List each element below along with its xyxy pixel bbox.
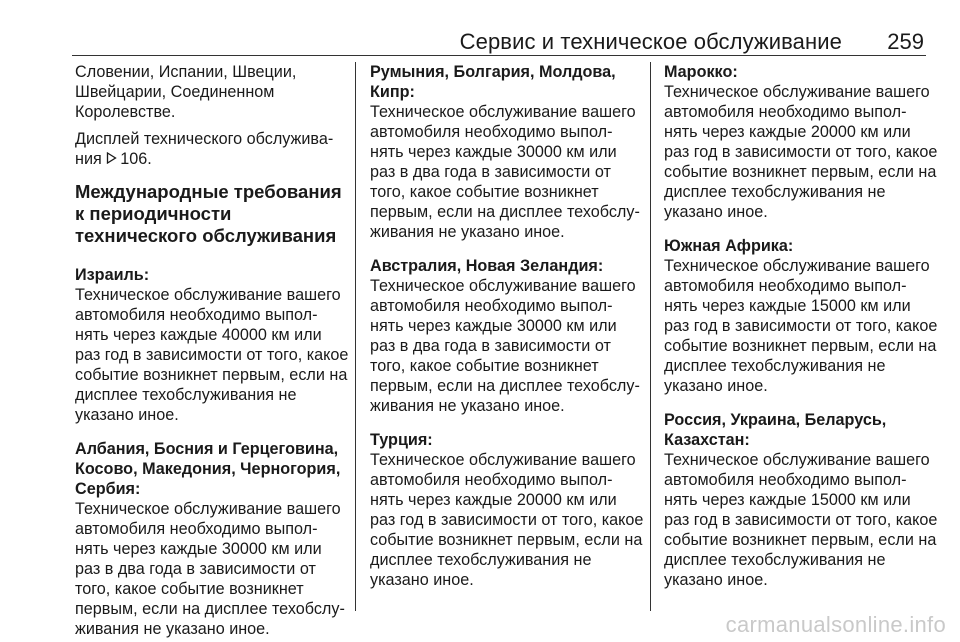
region-title-south-africa: Южная Африка: [664,237,794,255]
page-number: 259 [887,29,924,54]
column-divider [650,62,651,611]
display-reference [75,129,349,169]
region-body-south-africa: Техническое обслуживание вашего автомобиля необходимо выпол‐нять через каждые 15000 км или раз год в зависимости от того, какое событие возникнет первым, если на дисплее техобслуживания не указано иное. [664,257,938,395]
region-body-romania: Техническое обслуживание вашего автомобиля необходимо выпол‐нять через каждые 30000 км или раз в два года в зависимости от того, какое событие возникнет первым, если на дисплее техобслу‐живания не указано иное. [370,103,640,241]
region-title-russia: Россия, Украина, Беларусь, Казахстан: [664,411,887,449]
column-divider [355,62,356,611]
region-body-balkans: Техническое обслуживание вашего автомобиля необходимо выпол‐нять через каждые 30000 км или раз в два года в зависимости от того, какое событие возникнет первым, если на дисплее техобслу‐живания не указано иное. [75,500,345,638]
region-body-australia: Техническое обслуживание вашего автомобиля необходимо выпол‐нять через каждые 30000 км или раз в два года в зависимости от того, какое событие возникнет первым, если на дисплее техобслу‐живания не указано иное. [370,277,640,415]
column-1 [75,62,349,639]
section-title: Сервис и техническое обслуживание [459,29,842,54]
intro-text: Словении, Испании, Швеции, Швейцарии, Соединенном Королевстве. [75,63,297,121]
display-reference-text: Дисплей технического обслужива‐ния [75,130,334,168]
region-body-morocco: Техническое обслуживание вашего автомобиля необходимо выпол‐нять через каждые 20000 км или раз год в зависимости от того, какое событие возникнет первым, если на дисплее техобслуживания не указано иное. [664,83,938,221]
region-title-balkans: Албания, Босния и Герцеговина, Косово, Македония, Черногория, Сербия: [75,440,341,498]
display-reference-page[interactable]: 106. [120,150,152,168]
column-3 [664,62,938,590]
region-title-turkey: Турция: [370,431,433,449]
region-body-israel: Техническое обслуживание вашего автомобиля необходимо выпол‐нять через каждые 40000 км или раз год в зависимости от того, какое событие возникнет первым, если на дисплее техобслуживания не указано иное. [75,286,349,424]
section-heading: Международные требования к периодичности технического обслуживания [75,181,342,246]
region-title-morocco: Марокко: [664,63,738,81]
page-header [0,0,960,60]
header-rule [72,55,926,56]
region-title-australia: Австралия, Новая Зеландия: [370,257,604,275]
region-title-romania: Румыния, Болгария, Молдова, Кипр: [370,63,616,101]
region-title-israel: Израиль: [75,266,150,284]
arrow-reference-icon[interactable] [106,149,118,169]
region-body-russia: Техническое обслуживание вашего автомобиля необходимо выпол‐нять через каждые 15000 км или раз год в зависимости от того, какое событие возникнет первым, если на дисплее техобслуживания не указано иное. [664,451,938,589]
region-body-turkey: Техническое обслуживание вашего автомобиля необходимо выпол‐нять через каждые 20000 км или раз год в зависимости от того, какое событие возникнет первым, если на дисплее техобслуживания не указано иное. [370,451,644,589]
watermark: carmanualsonline.info [725,612,946,637]
column-2 [370,62,644,590]
